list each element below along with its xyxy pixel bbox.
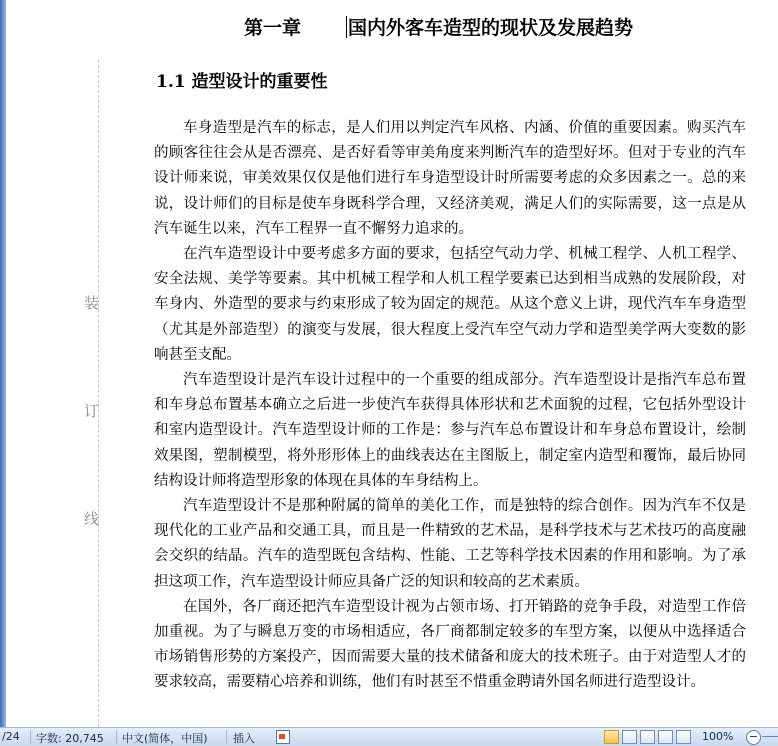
chapter-title: 国内外客车造型的现状及发展趋势 <box>348 17 634 39</box>
word-count[interactable]: 字数: 20,745 <box>36 732 104 745</box>
zoom-slider[interactable] <box>762 736 778 737</box>
draft-view-icon[interactable] <box>676 730 691 744</box>
paragraph: 在汽车造型设计中要考虑多方面的要求，包括空气动力学、机械工程学、人机工程学、安全法规、美学等要素。其中机械工程学和人机工程学要素已达到相当成熟的发展阶段，对车身内、外造型的要求与约束形成了较为固定的规范。从这个意义上讲，现代汽车车身造型（尤其是外部造型）的演变与发展，很大程度上受汽车空气动力学和造型美学两大变数的影响甚至支配。 <box>154 246 746 363</box>
zoom-level[interactable]: 100% <box>702 730 734 743</box>
insert-mode[interactable]: 插入 <box>233 732 255 745</box>
full-screen-reading-view-icon[interactable] <box>622 730 637 744</box>
macro-record-icon[interactable] <box>276 730 290 744</box>
paragraph: 车身造型是汽车的标志，是人们用以判定汽车风格、内涵、价值的重要因素。购买汽车的顾客往往会从是否漂亮、是否好看等审美角度来判断汽车的造型好坏。但对于专业的汽车设计师来说，审美效果仅仅是他们进行车身造型设计时所需要考虑的众多因素之一。总的来说，设计师们的目标是使车身既科学合理，又经济美观，满足人们的实际需要，这一点是从汽车诞生以来，汽车工程界一直不懈努力追求的。 <box>154 120 746 237</box>
chapter-heading <box>244 13 724 41</box>
web-layout-view-icon[interactable] <box>640 730 655 744</box>
outline-view-icon[interactable] <box>658 730 673 744</box>
language-indicator[interactable]: 中文(简体，中国) <box>122 732 208 745</box>
section-title: 1.1 造型设计的重要性 <box>156 72 328 92</box>
document-page[interactable] <box>6 0 778 727</box>
binding-char-xian: 线 <box>84 510 100 528</box>
binding-char-zhuang: 装 <box>84 294 100 312</box>
status-bar <box>0 727 778 746</box>
binding-char-ding: 订 <box>84 402 100 420</box>
paragraph: 汽车造型设计是汽车设计过程中的一个重要的组成部分。汽车造型设计是指汽车总布置和车身总布置基本确立之后进一步使汽车获得具体形状和艺术面貌的过程，它包括外型设计和室内造型设计。汽车造型设计师的工作是：参与汽车总布置设计和车身总布置设计，绘制效果图，塑制模型，将外形形体上的曲线表达在主图版上，制定室内造型和覆饰，最后协同结构设计师将造型形象的体现在具体的车身结构上。 <box>154 372 746 489</box>
print-layout-view-icon[interactable] <box>604 730 619 744</box>
paragraph: 汽车造型设计不是那种附属的简单的美化工作，而是独特的综合创作。因为汽车不仅是现代化的工业产品和交通工具，而且是一件精致的艺术品，是科学技术与艺术技巧的高度融会交织的结晶。汽车的造型既包含结构、性能、工艺等科学技术因素的作用和影响。为了承担这项工作，汽车造型设计师应具备广泛的知识和较高的艺术素质。 <box>154 498 746 590</box>
status-divider <box>116 730 117 744</box>
binding-line <box>98 60 99 727</box>
paragraph: 在国外，各厂商还把汽车造型设计视为占领市场、打开销路的竞争手段，对造型工作倍加重视。为了与瞬息万变的市场相适应，各厂商都制定较多的车型方案，以便从中选择适合市场销售形势的方案投产，因而需要大量的技术储备和庞大的技术班子。由于对造型人才的要求较高，需要精心培养和训练，他们有时甚至不惜重金聘请外国名师进行造型设计。 <box>154 598 746 691</box>
zoom-out-icon[interactable]: − <box>746 730 761 745</box>
status-divider <box>226 730 227 744</box>
status-divider <box>30 730 31 744</box>
body-text[interactable] <box>154 116 746 696</box>
chapter-number: 第一章 <box>244 17 302 39</box>
text-cursor <box>346 16 347 38</box>
page-indicator[interactable]: /24 <box>2 730 20 743</box>
